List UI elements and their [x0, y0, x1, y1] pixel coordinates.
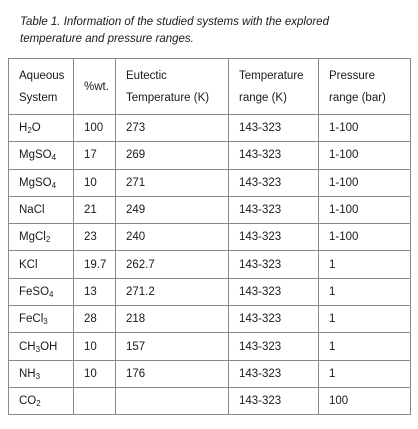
cell-temperature-range: 143-323 — [229, 251, 319, 278]
table-row — [9, 196, 411, 223]
cell-eutectic-temperature: 271 — [116, 169, 229, 196]
table-row — [9, 387, 411, 414]
cell-temperature-range: 143-323 — [229, 224, 319, 251]
table-row — [9, 278, 411, 305]
cell-aqueous-system — [9, 169, 74, 196]
system-formula-rest: OH — [40, 340, 58, 353]
system-formula-base: NH — [19, 367, 36, 380]
cell-temperature-range: 143-323 — [229, 387, 319, 414]
systems-table — [8, 58, 411, 415]
system-formula-base: FeSO — [19, 285, 50, 298]
cell-temperature-range: 143-323 — [229, 196, 319, 223]
header-wt: %wt. — [74, 59, 116, 115]
table-caption — [20, 14, 400, 48]
cell-wt: 13 — [74, 278, 116, 305]
system-formula-base: FeCl — [19, 313, 44, 326]
cell-aqueous-system — [9, 251, 74, 278]
table-body — [9, 115, 411, 415]
header-pressure-range: Pressure range (bar) — [319, 59, 411, 115]
cell-aqueous-system — [9, 306, 74, 333]
cell-eutectic-temperature — [116, 387, 229, 414]
cell-temperature-range: 143-323 — [229, 306, 319, 333]
cell-wt: 17 — [74, 142, 116, 169]
system-formula-base: MgSO — [19, 176, 52, 189]
cell-pressure-range: 1-100 — [319, 115, 411, 142]
table-row — [9, 360, 411, 387]
system-formula-base: NaCl — [19, 204, 45, 217]
cell-wt: 10 — [74, 169, 116, 196]
cell-eutectic-temperature: 269 — [116, 142, 229, 169]
system-formula-rest: O — [31, 122, 41, 135]
table-row — [9, 224, 411, 251]
cell-eutectic-temperature: 249 — [116, 196, 229, 223]
table-row — [9, 333, 411, 360]
cell-temperature-range: 143-323 — [229, 115, 319, 142]
header-aqueous-system: Aqueous System — [9, 59, 74, 115]
cell-eutectic-temperature: 273 — [116, 115, 229, 142]
cell-eutectic-temperature: 176 — [116, 360, 229, 387]
table-row — [9, 251, 411, 278]
cell-aqueous-system — [9, 387, 74, 414]
system-formula-subscript: 2 — [45, 235, 51, 245]
cell-pressure-range: 1 — [319, 278, 411, 305]
system-formula-base: MgCl — [19, 231, 46, 244]
system-formula-subscript: 4 — [51, 153, 57, 163]
cell-wt: 21 — [74, 196, 116, 223]
cell-temperature-range: 143-323 — [229, 278, 319, 305]
header-temperature-range: Temperature range (K) — [229, 59, 319, 115]
cell-eutectic-temperature: 262.7 — [116, 251, 229, 278]
system-formula-subscript: 3 — [35, 344, 41, 354]
table-row — [9, 115, 411, 142]
cell-temperature-range: 143-323 — [229, 333, 319, 360]
system-formula-base: H — [19, 122, 28, 135]
cell-wt: 28 — [74, 306, 116, 333]
cell-temperature-range: 143-323 — [229, 142, 319, 169]
cell-wt: 10 — [74, 360, 116, 387]
cell-aqueous-system — [9, 278, 74, 305]
system-formula-base: CH — [19, 340, 36, 353]
cell-pressure-range: 1-100 — [319, 224, 411, 251]
cell-wt — [74, 387, 116, 414]
cell-eutectic-temperature: 271.2 — [116, 278, 229, 305]
table-row — [9, 306, 411, 333]
cell-aqueous-system — [9, 224, 74, 251]
cell-pressure-range: 1-100 — [319, 196, 411, 223]
system-formula-subscript: 3 — [43, 317, 48, 327]
cell-aqueous-system — [9, 196, 74, 223]
caption-line-2: temperature and pressure ranges. — [20, 33, 194, 45]
cell-wt: 100 — [74, 115, 116, 142]
system-formula-base: KCl — [19, 258, 38, 271]
cell-pressure-range: 1 — [319, 251, 411, 278]
cell-aqueous-system — [9, 360, 74, 387]
cell-eutectic-temperature: 157 — [116, 333, 229, 360]
cell-aqueous-system — [9, 333, 74, 360]
cell-pressure-range: 1 — [319, 306, 411, 333]
header-eutectic-temperature: Eutectic Temperature (K) — [116, 59, 229, 115]
system-formula-subscript: 2 — [36, 399, 41, 409]
cell-pressure-range: 1 — [319, 333, 411, 360]
cell-wt: 23 — [74, 224, 116, 251]
caption-line-1: Table 1. Information of the studied systems with the explored — [20, 16, 329, 28]
cell-pressure-range: 1-100 — [319, 169, 411, 196]
cell-aqueous-system — [9, 115, 74, 142]
table-row — [9, 142, 411, 169]
cell-eutectic-temperature: 240 — [116, 224, 229, 251]
cell-pressure-range: 1-100 — [319, 142, 411, 169]
cell-wt: 19.7 — [74, 251, 116, 278]
cell-pressure-range: 1 — [319, 360, 411, 387]
cell-temperature-range: 143-323 — [229, 169, 319, 196]
system-formula-subscript: 4 — [51, 180, 57, 190]
cell-temperature-range: 143-323 — [229, 360, 319, 387]
cell-eutectic-temperature: 218 — [116, 306, 229, 333]
cell-aqueous-system — [9, 142, 74, 169]
table-header-row — [9, 59, 411, 115]
table-row — [9, 169, 411, 196]
system-formula-subscript: 4 — [49, 289, 54, 299]
cell-wt: 10 — [74, 333, 116, 360]
system-formula-base: MgSO — [19, 149, 52, 162]
system-formula-subscript: 3 — [35, 371, 41, 381]
system-formula-base: CO — [19, 395, 37, 408]
system-formula-subscript: 2 — [27, 126, 32, 136]
cell-pressure-range: 100 — [319, 387, 411, 414]
